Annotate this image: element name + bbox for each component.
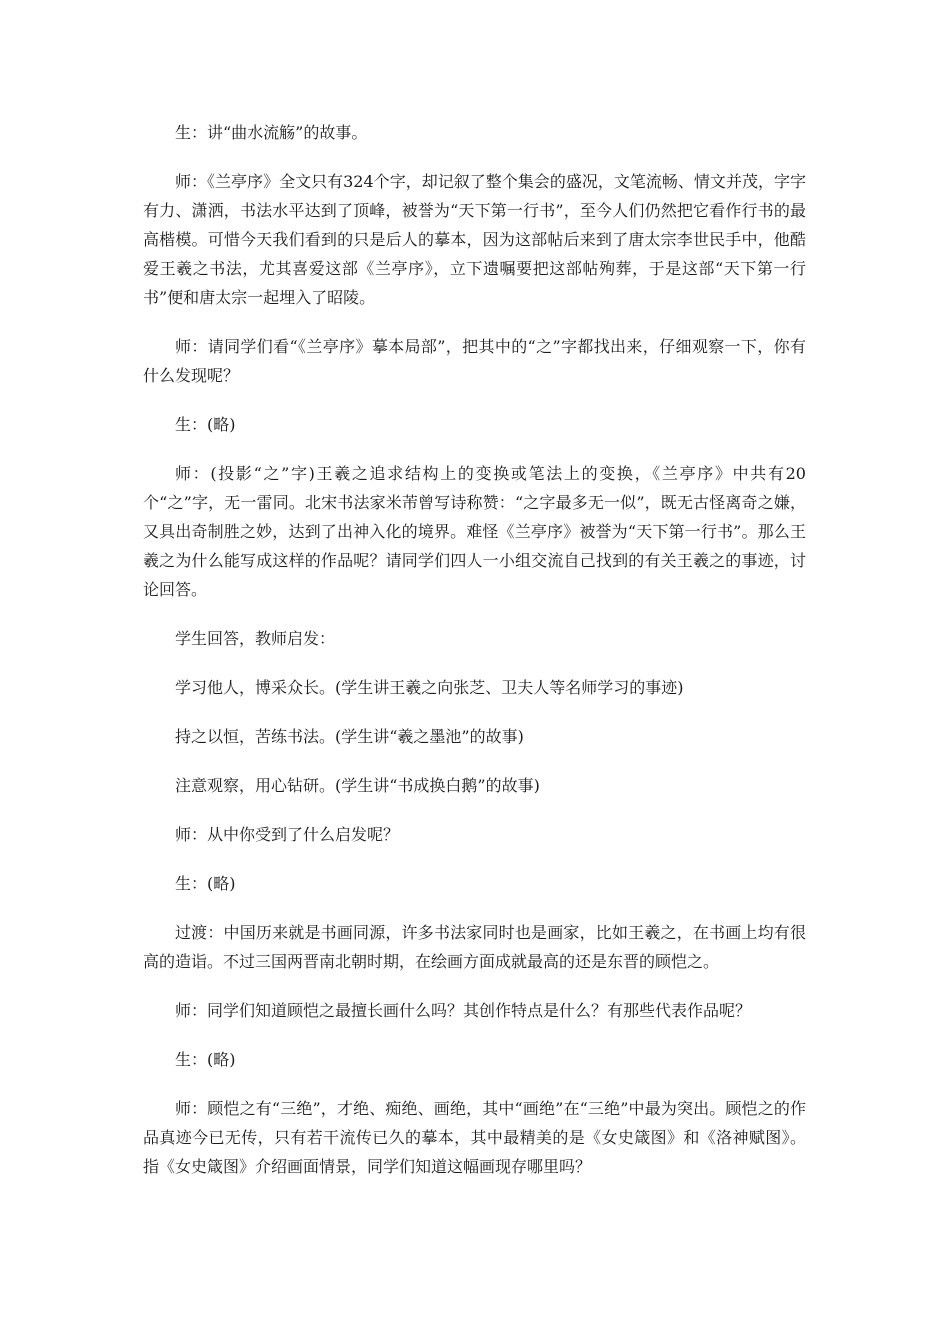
paragraph: 持之以恒，苦练书法。(学生讲“羲之墨池”的故事) [175, 727, 524, 746]
paragraph: 师：同学们知道顾恺之最擅长画什么吗？其创作特点是什么？有那些代表作品呢？ [175, 1001, 752, 1020]
paragraph: 师：从中你受到了什么启发呢？ [175, 825, 400, 844]
paragraph: 生：(略) [175, 415, 236, 434]
paragraph: 师：顾恺之有“三绝”，才绝、痴绝、画绝，其中“画绝”在“三绝”中最为突出。顾恺之的作品真迹今已无传，只有若干流传已久的摹本，其中最精美的是《女史箴图》和《洛神赋图》。指《女史箴图》介绍画面情景，同学们知道这幅画现存哪里吗？ [143, 1099, 806, 1176]
paragraph: 生：(略) [175, 1050, 236, 1069]
paragraph: 过渡：中国历来就是书画同源，许多书法家同时也是画家，比如王羲之，在书画上均有很高的造诣。不过三国两晋南北朝时期，在绘画方面成就最高的还是东晋的顾恺之。 [143, 923, 806, 971]
paragraph: 师：请同学们看“《兰亭序》摹本局部”，把其中的“之”字都找出来，仔细观察一下，你有什么发现呢？ [143, 337, 806, 385]
document-body [143, 118, 806, 1201]
paragraph: 学习他人，博采众长。(学生讲王羲之向张芝、卫夫人等名师学习的事迹) [175, 678, 684, 697]
paragraph: 生：讲“曲水流觞”的故事。 [175, 123, 368, 142]
paragraph: 学生回答，教师启发： [175, 629, 336, 648]
paragraph: 师：《兰亭序》全文只有324个字，却记叙了整个集会的盛况，文笔流畅、情文并茂，字字有力、潇洒，书法水平达到了顶峰，被誉为“天下第一行书”，至今人们仍然把它看作行书的最高楷模。可惜今天我们看到的只是后人的摹本，因为这部帖后来到了唐太宗李世民手中，他酷爱王羲之书法，尤其喜爱这部《兰亭序》，立下遗嘱要把这部帖殉葬，于是这部“天下第一行书”便和唐太宗一起埋入了昭陵。 [143, 172, 806, 307]
paragraph: 师：(投影“之”字)王羲之追求结构上的变换或笔法上的变换，《兰亭序》中共有20个“之”字，无一雷同。北宋书法家米芾曾写诗称赞：“之字最多无一似”，既无古怪离奇之嫌，又具出奇制胜之妙，达到了出神入化的境界。难怪《兰亭序》被誉为“天下第一行书”。那么王羲之为什么能写成这样的作品呢？请同学们四人一小组交流自己找到的有关王羲之的事迹，讨论回答。 [143, 464, 806, 599]
paragraph: 生：(略) [175, 874, 236, 893]
paragraph: 注意观察，用心钻研。(学生讲“书成换白鹅”的故事) [175, 776, 540, 795]
